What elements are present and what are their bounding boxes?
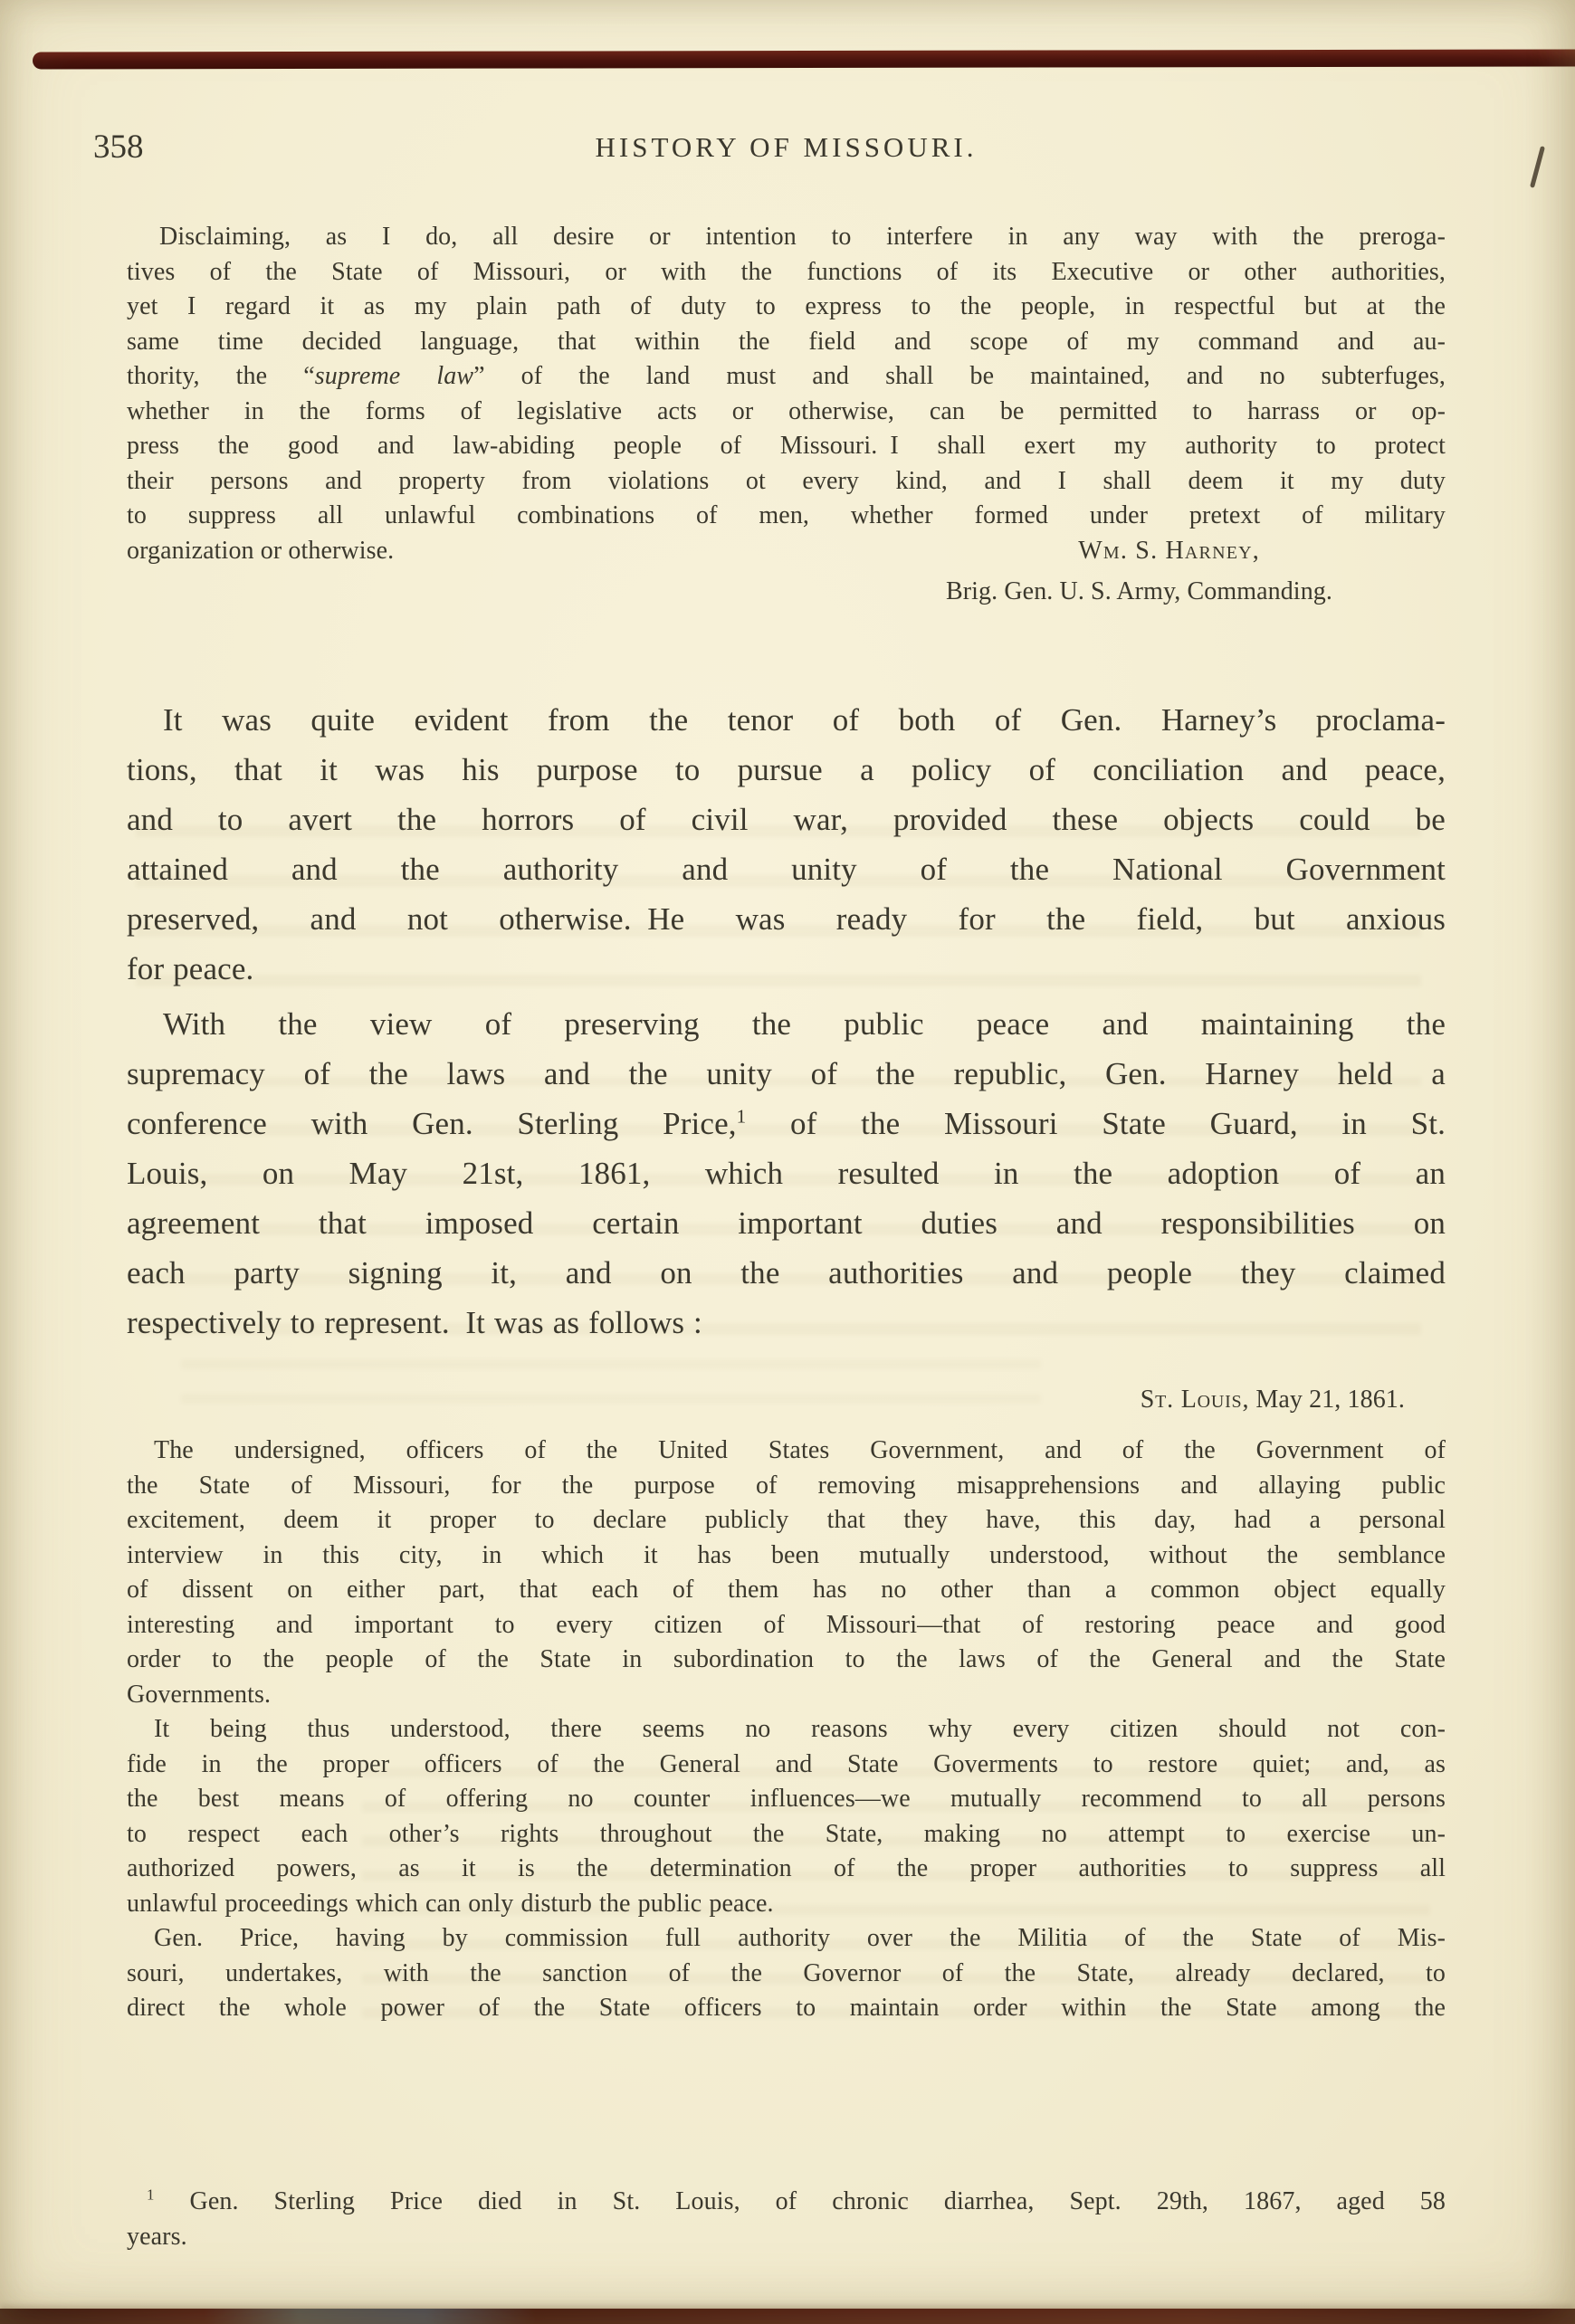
- text-line: [127, 1991, 1446, 2026]
- text-run: to suppress all unlawful combinations of men, whether formed under pretext of military: [127, 501, 1446, 529]
- text-run: excitement, deem it proper to declare publicly that they have, this day, had a personal: [127, 1506, 1446, 1534]
- text-line: [127, 1433, 1446, 1469]
- dateline-date: May 21, 1861.: [1249, 1386, 1405, 1414]
- running-head: HISTORY OF MISSOURI.: [595, 131, 978, 163]
- text-run: interview in this city, in which it has been mutually understood, without the semblance: [127, 1540, 1446, 1569]
- narrative-paragraph-2-lines: [127, 999, 1446, 1348]
- text-run: tives of the State of Missouri, or with the functions of its Executive or other authorities,: [127, 257, 1446, 286]
- text-line: [127, 745, 1446, 795]
- text-run: conference with Gen. Sterling Price,: [127, 1106, 737, 1141]
- signature-row: [127, 534, 1446, 569]
- text-line: [127, 1469, 1446, 1504]
- proclamation-lines: [127, 220, 1446, 534]
- agreement-paragraph-1: [127, 1433, 1446, 1712]
- text-line: [127, 1049, 1446, 1099]
- text-line: [127, 1678, 1446, 1713]
- text-run: direct the whole power of the State officers to maintain order within the State among the: [127, 1994, 1446, 2022]
- text-line: [127, 944, 1446, 994]
- page-number: 358: [93, 129, 144, 166]
- text-run: 1: [736, 1105, 747, 1128]
- text-line: [127, 1921, 1446, 1957]
- text-line: [127, 255, 1446, 290]
- text-run: The undersigned, officers of the United States Government, and of the Government of: [154, 1436, 1446, 1464]
- text-line: [127, 395, 1446, 430]
- pen-mark: [1530, 146, 1545, 188]
- text-line: [127, 695, 1446, 745]
- text-line: [127, 795, 1446, 844]
- text-line: [127, 894, 1446, 944]
- text-run: Disclaiming, as I do, all desire or intention to interfere in any way with the preroga-: [159, 223, 1446, 251]
- footnote: [127, 2185, 1446, 2254]
- text-run: interesting and important to every citizen of Missouri—that of restoring peace and good: [127, 1610, 1446, 1639]
- text-run: same time decided language, that within the field and scope of my command and au-: [127, 327, 1446, 356]
- text-line: [127, 2220, 1446, 2255]
- closing-words: organization or otherwise.: [127, 536, 395, 565]
- text-line: [127, 1643, 1446, 1678]
- text-line: [127, 1573, 1446, 1608]
- text-run: It was quite evident from the tenor of both of Gen. Harney’s proclama-: [163, 702, 1446, 738]
- text-run: yet I regard it as my plain path of duty to express to the people, in respectful but at the: [127, 292, 1446, 320]
- text-line: [127, 290, 1446, 325]
- text-run: authorized powers, as it is the determination of the proper authorities to suppress all: [127, 1854, 1446, 1882]
- text-run: of dissent on either part, that each of them has no other than a common object equally: [127, 1576, 1446, 1604]
- text-line: [127, 464, 1446, 500]
- text-line: [127, 325, 1446, 360]
- text-run: respectively to represent. It was as follows :: [127, 1305, 702, 1340]
- narrative-paragraph-1: [127, 695, 1446, 994]
- text-run: press the good and law-abiding people of Missouri. I shall exert my authority to protect: [127, 432, 1446, 460]
- text-run: preserved, and not otherwise. He was ready for the field, but anxious: [127, 901, 1446, 937]
- text-run: Louis, on May 21st, 1861, which resulted in the adoption of an: [127, 1156, 1446, 1191]
- footnote-lines: [127, 2185, 1446, 2254]
- text-line: [127, 1852, 1446, 1887]
- text-line: [127, 1887, 1446, 1922]
- text-run: ” of the land must and shall be maintained, and no subterfuges,: [473, 362, 1446, 390]
- text-run: for peace.: [127, 951, 254, 986]
- text-line: [127, 1712, 1446, 1748]
- text-run: Gen. Sterling Price died in St. Louis, of chronic diarrhea, Sept. 29th, 1867, aged 58: [154, 2187, 1446, 2215]
- text-line: [127, 1503, 1446, 1538]
- agreement-dateline: [127, 1383, 1446, 1418]
- scan-edge-bottom: [0, 2309, 1575, 2324]
- text-run: the best means of offering no counter influences—we mutually recommend to all persons: [127, 1785, 1446, 1813]
- dateline-place: St. Louis,: [1140, 1386, 1250, 1414]
- text-line: [127, 1538, 1446, 1574]
- text-run: years.: [127, 2222, 187, 2251]
- signature-name: Wm. S. Harney,: [1078, 536, 1260, 565]
- text-run: and to avert the horrors of civil war, provided these objects could be: [127, 802, 1446, 837]
- text-run: each party signing it, and on the authorities and people they claimed: [127, 1255, 1446, 1291]
- text-run: souri, undertakes, with the sanction of the Governor of the State, already declared, to: [127, 1958, 1446, 1987]
- text-line: [127, 1608, 1446, 1643]
- narrative-paragraph-1-lines: [127, 695, 1446, 994]
- text-line: [127, 1817, 1446, 1853]
- text-line: [127, 1148, 1446, 1198]
- text-line: [127, 499, 1446, 534]
- text-line: [127, 359, 1446, 395]
- text-line: [127, 844, 1446, 894]
- text-run: whether in the forms of legislative acts or otherwise, can be permitted to harrass or op-: [127, 396, 1446, 425]
- text-line: [127, 429, 1446, 464]
- text-run: With the view of preserving the public peace and maintaining the: [163, 1006, 1446, 1042]
- text-run: their persons and property from violations ot every kind, and I shall deem it my duty: [127, 466, 1446, 495]
- text-run: agreement that imposed certain important duties and responsibilities on: [127, 1205, 1446, 1241]
- text-run: attained and the authority and unity of the National Government: [127, 852, 1446, 887]
- text-line: [127, 1248, 1446, 1298]
- text-run: supremacy of the laws and the unity of the republic, Gen. Harney held a: [127, 1056, 1446, 1091]
- text-run: to respect each other’s rights throughout the State, making no attempt to exercise un-: [127, 1819, 1446, 1848]
- text-run: the State of Missouri, for the purpose of removing misapprehensions and allaying public: [127, 1471, 1446, 1500]
- text-run: 1: [147, 2186, 155, 2204]
- text-run: order to the people of the State in subordination to the laws of the General and the State: [127, 1645, 1446, 1673]
- text-run: unlawful proceedings which can only disturb the public peace.: [127, 1889, 774, 1918]
- text-line: [127, 1198, 1446, 1248]
- text-line: [127, 1782, 1446, 1817]
- narrative-paragraph-2: [127, 999, 1446, 1348]
- text-run: Gen. Price, having by commission full authority over the Militia of the State of Mis-: [154, 1924, 1446, 1952]
- scan-edge-top: [33, 50, 1575, 70]
- agreement-paragraph-3: [127, 1921, 1446, 2026]
- signature-title: Brig. Gen. U. S. Army, Commanding.: [945, 577, 1332, 605]
- text-run: of the Missouri State Guard, in St.: [746, 1106, 1446, 1141]
- text-run: It being thus understood, there seems no reasons why every citizen should not con-: [154, 1715, 1446, 1743]
- text-line: [127, 220, 1446, 255]
- text-run: Governments.: [127, 1680, 272, 1709]
- text-line: [127, 999, 1446, 1049]
- proclamation-excerpt: [127, 220, 1446, 610]
- text-line: [127, 1748, 1446, 1783]
- text-line: [127, 1099, 1446, 1148]
- text-line: [127, 1957, 1446, 1992]
- text-line: [127, 1298, 1446, 1348]
- text-run: thority, the “: [127, 362, 315, 390]
- agreement-text: [127, 1433, 1446, 2026]
- text-run: fide in the proper officers of the General and State Goverments to restore quiet; and, as: [127, 1749, 1446, 1778]
- agreement-paragraph-2: [127, 1712, 1446, 1921]
- text-line: [127, 2185, 1446, 2220]
- text-run: supreme law: [314, 362, 474, 390]
- text-run: tions, that it was his purpose to pursue a policy of conciliation and peace,: [127, 752, 1446, 787]
